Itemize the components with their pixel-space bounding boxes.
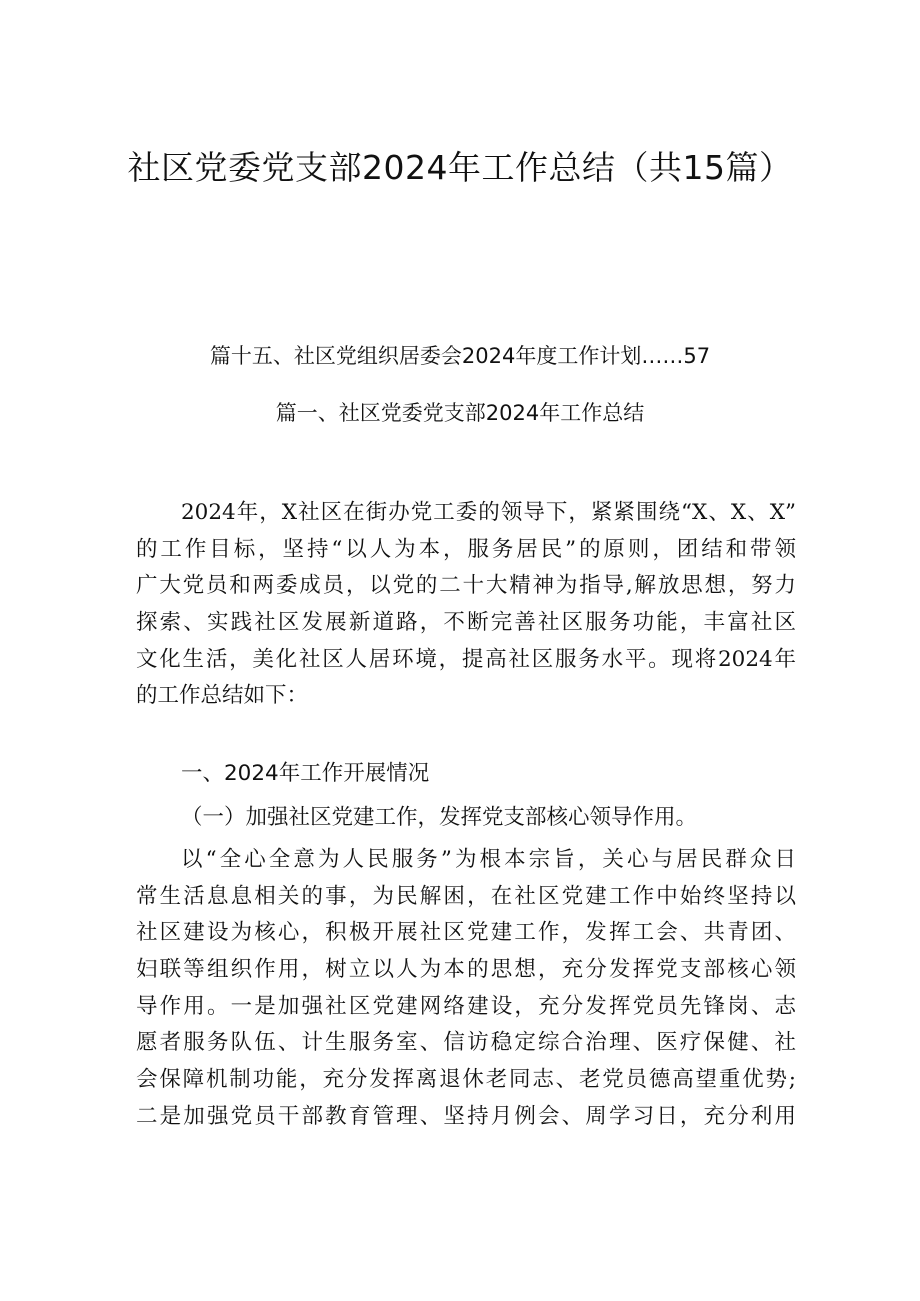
body-paragraph [136,842,796,1136]
toc-entry-1: 篇一、社区党委党支部2024年工作总结 [275,401,645,425]
toc-entry-15: 篇十五、社区党组织居委会2024年度工作计划……57 [209,344,711,368]
paragraph-line: 2024年，X社区在街办党工委的领导下，紧紧围绕“X、X、X” [181,500,796,525]
intro-paragraph [136,495,796,715]
paragraph-line: 常生活息息相关的事，为民解困，在社区党建工作中始终坚持以 [136,883,796,909]
paragraph-line: 二是加强党员干部教育管理、坚持月例会、周学习日，充分利用 [136,1103,796,1129]
paragraph-line: 广大党员和两委成员，以党的二十大精神为指导,解放思想，努力 [136,573,796,599]
document-title: 社区党委党支部2024年工作总结（共15篇） [127,148,793,187]
paragraph-line: 导作用。一是加强社区党建网络建设，充分发挥党员先锋岗、志 [136,993,796,1019]
paragraph-line: 会保障机制功能，充分发挥离退休老同志、老党员德高望重优势; [136,1067,796,1093]
paragraph-line: 以“全心全意为人民服务”为根本宗旨，关心与居民群众日 [181,847,796,872]
paragraph-line: 的工作目标，坚持“以人为本，服务居民”的原则，团结和带领 [136,536,796,562]
paragraph-line: 愿者服务队伍、计生服务室、信访稳定综合治理、医疗保健、社 [136,1030,796,1056]
paragraph-line: 妇联等组织作用，树立以人为本的思想，充分发挥党支部核心领 [136,957,796,983]
paragraph-line: 社区建设为核心，积极开展社区党建工作，发挥工会、共青团、 [136,920,796,946]
section-subheading: （一）加强社区党建工作，发挥党支部核心领导作用。 [181,805,698,830]
paragraph-line: 探索、实践社区发展新道路，不断完善社区服务功能，丰富社区 [136,610,796,636]
section-heading: 一、2024年工作开展情况 [181,761,430,786]
paragraph-line: 文化生活，美化社区人居环境，提高社区服务水平。现将2024年 [136,646,796,672]
paragraph-line: 的工作总结如下： [136,683,309,709]
